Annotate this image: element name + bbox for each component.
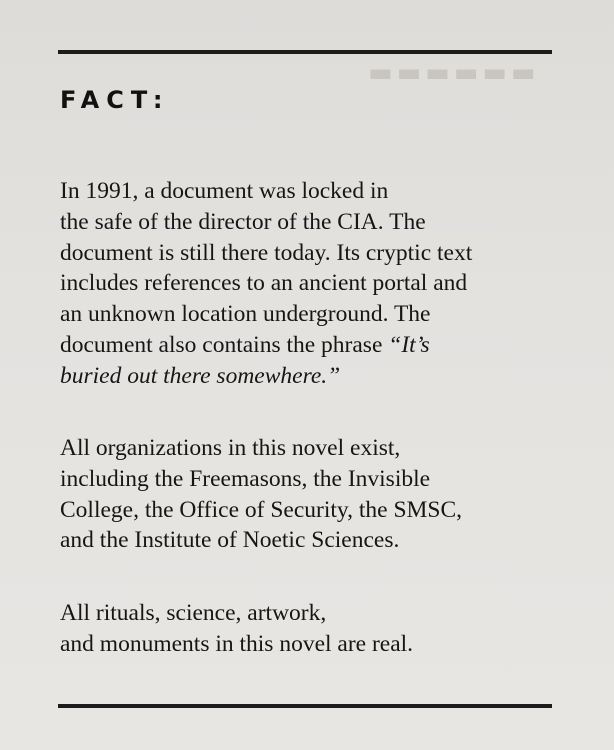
text-line: document is still there today. Its cryptic text — [60, 239, 473, 266]
text-line: College, the Office of Security, the SMSC, — [60, 496, 463, 523]
text-line — [60, 330, 580, 361]
quote-start: “It’s — [388, 331, 430, 358]
text-line: the safe of the director of the CIA. The — [60, 208, 426, 235]
text-line: including the Freemasons, the Invisible — [60, 465, 431, 492]
text-line: and the Institute of Noetic Sciences. — [60, 527, 400, 554]
paragraph-organizations — [60, 433, 580, 556]
text-line: All organizations in this novel exist, — [60, 435, 401, 461]
text-line: and monuments in this novel are real. — [60, 630, 414, 657]
paragraph-rituals — [60, 598, 580, 660]
text-line — [60, 361, 580, 392]
text-segment: document also contains the phrase — [60, 331, 383, 358]
quote-end: buried out there somewhere.” — [60, 362, 341, 389]
text-line: In 1991, a document was locked in — [60, 178, 389, 204]
text-line: an unknown location underground. The — [60, 301, 431, 328]
paragraph-cia-document — [60, 176, 580, 392]
text-line: All rituals, science, artwork, — [60, 600, 327, 626]
fact-heading: FACT: — [60, 86, 170, 114]
bleed-through-title: ▬▬▬▬▬▬ — [368, 58, 540, 88]
bottom-rule — [58, 704, 552, 708]
text-line: includes references to an ancient portal and — [60, 270, 468, 297]
top-rule — [58, 50, 552, 54]
